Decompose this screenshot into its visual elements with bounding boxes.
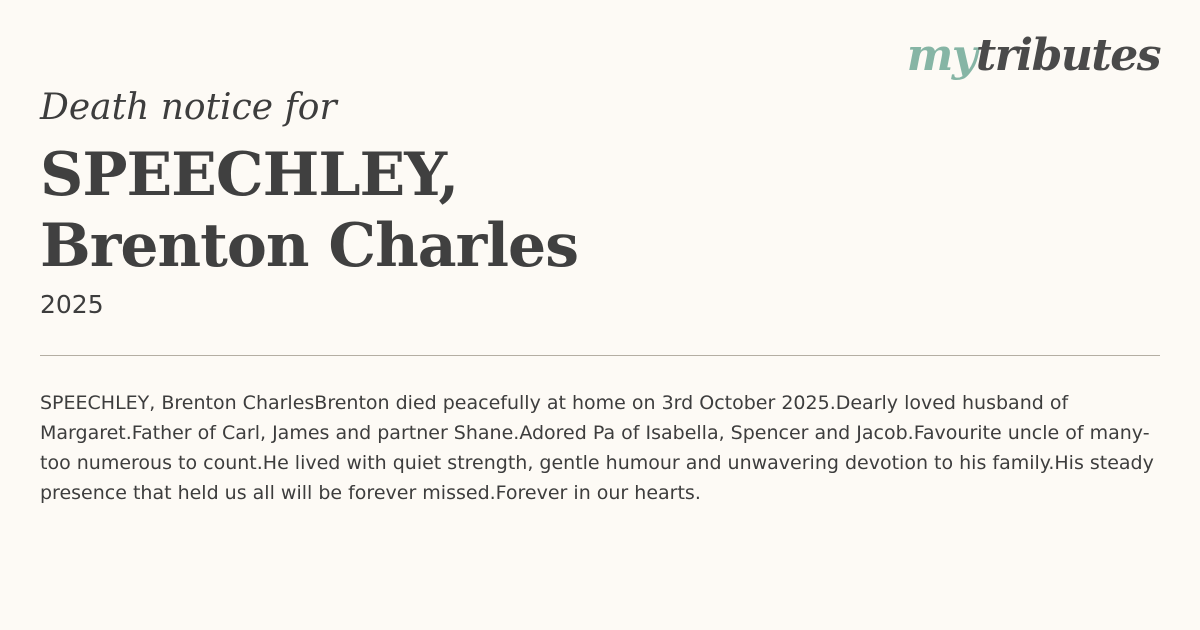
notice-subtitle: Death notice for — [40, 87, 337, 128]
mytributes-logo — [907, 30, 1160, 83]
section-divider — [40, 355, 1160, 356]
surname-line: SPEECHLEY, — [40, 140, 459, 210]
given-names-line: Brenton Charles — [40, 211, 578, 281]
logo-tributes: tributes — [975, 30, 1160, 81]
logo-my: my — [906, 30, 976, 81]
notice-body: SPEECHLEY, Brenton CharlesBrenton died peacefully at home on 3rd October 2025.Dearly loved husband of Margaret.Father of Carl, James and partner Shane.Adored Pa of Isabella, Spencer and Jacob.Favourite uncle of many-too numerous to count.He lived with quiet strength, gentle humour and unwavering devotion to his family.His steady presence that held us all will be forever missed.Forever in our hearts. — [40, 392, 1154, 504]
notice-year: 2025 — [40, 290, 104, 319]
deceased-name — [40, 140, 578, 282]
